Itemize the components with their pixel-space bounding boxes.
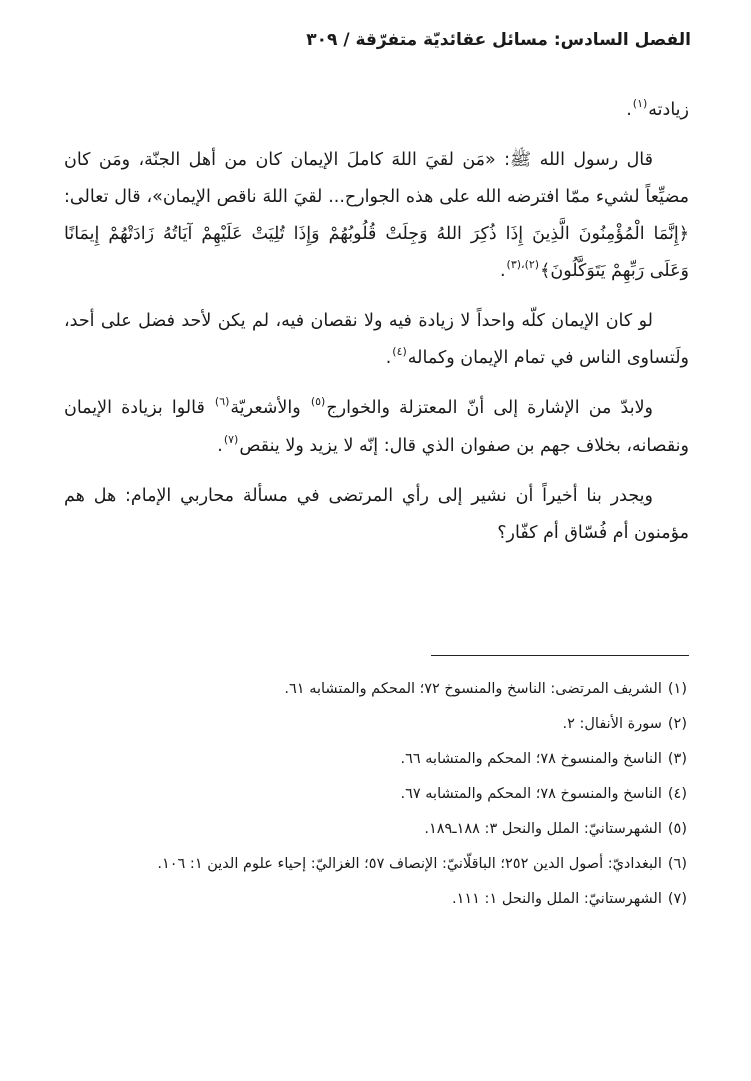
paragraph-4-text-a: ولابدّ من الإشارة إلى أنّ المعتزلة والخوارج [326,398,654,418]
paragraph-1-end: . [626,100,632,120]
footnote-text: سورة الأنفال: ٢. [562,716,662,732]
footnote-number: (٥) [667,821,687,837]
footnote-number: (١) [667,681,687,697]
main-text [64,92,689,564]
footnote-number: (٦) [667,856,687,872]
footnote-text: البغداديّ: أصول الدين ٢٥٢؛ الباقلّانيّ: الإنصاف ٥٧؛ الغزاليّ: إحياء علوم الدين ١: ١٠٦. [157,856,662,872]
footnote-text: الشهرستانيّ: الملل والنحل ٣: ١٨٨ـ١٨٩. [424,821,662,837]
footnote-text: الشريف المرتضى: الناسخ والمنسوخ ٧٢؛ المحكم والمتشابه ٦١. [284,681,662,697]
paragraph-4 [64,390,689,466]
footnote-item [62,672,687,707]
hadith-text: قال رسول الله ﷺ: «مَن لقيَ اللهَ كاملَ الإيمان كان من أهل الجنّة، ومَن كان مضيِّعاً لشيء ممّا افترضه الله على هذه الجوارح... لقيَ اللهَ ناقص الإيمان»، قال تعالى: [64,150,689,207]
paragraph-1 [64,92,689,130]
footnote-ref-2-3[interactable]: (٢)،(٣) [506,258,540,271]
footnote-item [62,777,687,812]
running-header: الفصل السادس: مسائل عقائديّة متفرّقة / ٣٠٩ [306,30,691,50]
paragraph-4-text-c: قالوا بزيادة الإيمان ونقصانه، بخلاف جهم بن صفوان الذي قال: إنّه لا يزيد ولا ينقص [64,398,689,456]
footnote-number: (٧) [667,891,687,907]
quran-verse: ﴿إِنَّمَا الْمُؤْمِنُونَ الَّذِينَ إِذَا ذُكِرَ اللهُ وَجِلَتْ قُلُوبُهُمْ وَإِذَا تُلِيَتْ عَلَيْهِمْ آيَاتُهُ زَادَتْهُمْ إِيمَانًا وَعَلَى رَبِّهِمْ يَتَوَكَّلُونَ﴾ [64,224,689,281]
footnote-item [62,882,687,917]
paragraph-5-text: ويجدر بنا أخيراً أن نشير إلى رأي المرتضى في مسألة محاربي الإمام: هل هم مؤمنون أم فُسّاق أم كفّار؟ [64,486,689,543]
footnote-ref-1[interactable]: (١) [632,97,648,110]
paragraph-5 [64,478,689,552]
footnote-ref-6[interactable]: (٦) [214,395,230,408]
paragraph-3 [64,303,689,378]
footnote-item [62,742,687,777]
paragraph-3-text: لو كان الإيمان كلّه واحداً لا زيادة فيه ولا نقصان فيه، لم يكن لأحد فضل على أحد، ولَتساوى الناس في تمام الإيمان وكماله [64,311,689,368]
paragraph-4-end: . [217,436,223,456]
footnote-text: الشهرستانيّ: الملل والنحل ١: ١١١. [451,891,662,907]
footnote-ref-5[interactable]: (٥) [310,395,326,408]
footnote-divider [431,655,689,656]
footnote-text: الناسخ والمنسوخ ٧٨؛ المحكم والمتشابه ٦٧. [400,786,662,802]
footnote-number: (٢) [667,716,687,732]
footnote-item [62,812,687,847]
paragraph-2 [64,142,689,291]
footnote-number: (٣) [667,751,687,767]
paragraph-1-text: زيادته [648,100,689,120]
footnote-text: الناسخ والمنسوخ ٧٨؛ المحكم والمتشابه ٦٦. [400,751,662,767]
footnote-item [62,847,687,882]
footnotes-list [62,672,687,917]
paragraph-4-text-b: والأشعريّة [230,398,310,418]
paragraph-2-end: . [499,261,506,281]
footnote-item [62,707,687,742]
paragraph-3-end: . [385,348,392,368]
footnote-number: (٤) [667,786,687,802]
footnote-ref-4[interactable]: (٤) [392,345,407,358]
footnote-ref-7[interactable]: (٧) [223,433,239,446]
